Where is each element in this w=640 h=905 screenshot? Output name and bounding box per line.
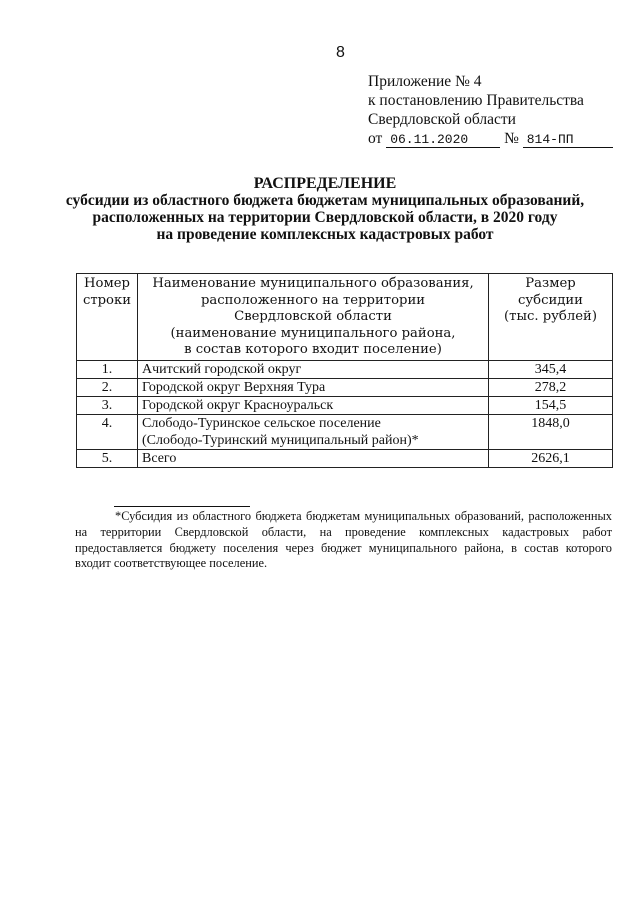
header-text: (наименование муниципального района, [170,325,456,341]
municipality-name: Городской округ Красноуральск [138,396,489,414]
document-title [40,175,610,243]
header-text: Размер субсидии [518,276,583,308]
header-text: Свердловской области [234,309,392,325]
table-row [77,360,613,378]
footnote: *Субсидия из областного бюджета бюджетам муниципальных образований, расположенных на территории Свердловской области, на проведение комплексных кадастровых работ предоставляется бюджету поселения через бюджет муниципального района, в состав которого входит соответствующее поселение. [75,509,612,571]
title-line-1: субсидии из областного бюджета бюджетам муниципальных образований, [65,192,585,209]
table-row [77,396,613,414]
number-prefix: № [504,130,519,147]
municipality-name: Ачитский городской округ [138,360,489,378]
header-text: в состав которого входит поселение) [184,342,442,358]
appendix-line-2: к постановлению Правительства [368,92,584,109]
row-number: 1. [77,360,138,378]
row-number: 5. [77,449,138,467]
title-main: РАСПРЕДЕЛЕНИЕ [253,175,397,192]
title-line-3: на проведение комплексных кадастровых работ [156,226,494,243]
table-header-row [77,274,613,361]
resolution-date: 06.11.2020 [386,132,500,148]
subsidy-amount: 278,2 [489,378,613,396]
table-row [77,414,613,449]
row-number: 4. [77,414,138,449]
appendix-line-3: Свердловской области [368,111,516,128]
appendix-date-line [368,129,613,148]
date-prefix: от [368,130,383,147]
municipality-name: Городской округ Верхняя Тура [138,378,489,396]
appendix-line-1: Приложение № 4 [368,73,482,90]
appendix-header [368,72,613,148]
header-row-number [77,274,138,361]
page-number: 8 [336,44,345,61]
header-text: Номер [84,276,130,291]
title-line-2: расположенных на территории Свердловской области, в 2020 году [92,209,558,226]
resolution-number: 814-ПП [523,132,613,148]
subsidy-amount: 1848,0 [489,414,613,449]
row-number: 2. [77,378,138,396]
table-row-total [77,449,613,467]
municipality-name: Всего [138,449,489,467]
footnote-divider [114,506,250,507]
subsidy-amount: 154,5 [489,396,613,414]
header-text: (тыс. рублей) [504,309,597,325]
row-number: 3. [77,396,138,414]
municipality-name [138,414,489,449]
municipality-name-line-1: Слободо-Туринское сельское поселение [142,415,381,431]
table-row [77,378,613,396]
subsidy-amount: 2626,1 [489,449,613,467]
header-text: расположенного на территории [200,292,426,308]
subsidy-amount: 345,4 [489,360,613,378]
header-text: строки [82,292,132,308]
header-text: Наименование муниципального образования, [152,276,474,291]
distribution-table [76,273,613,468]
header-municipality-name [138,274,489,361]
municipality-name-line-2: (Слободо-Туринский муниципальный район)* [142,432,419,448]
header-subsidy-amount [489,274,613,361]
